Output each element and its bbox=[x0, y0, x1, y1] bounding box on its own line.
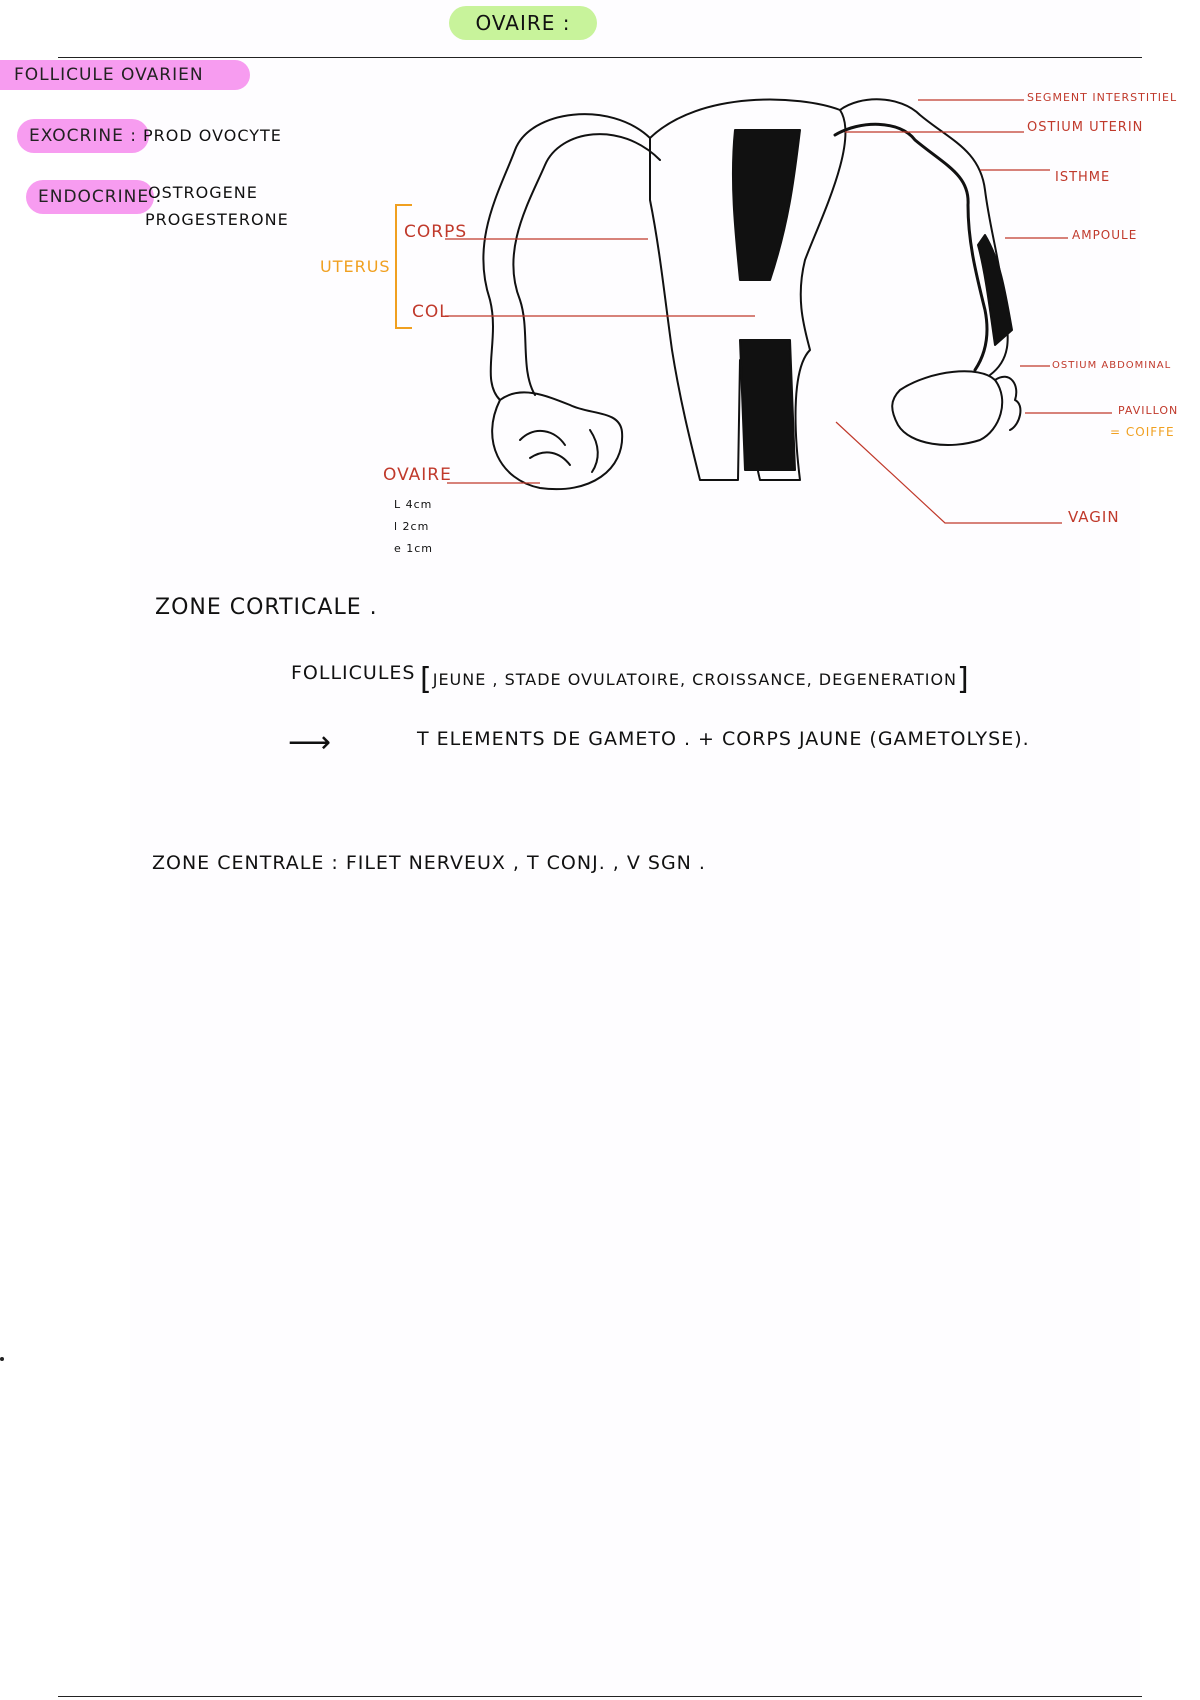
bottom-rule bbox=[58, 1696, 1142, 1697]
follicules-list-text: JEUNE , STADE OVULATOIRE, CROISSANCE, DEGENERATION bbox=[432, 670, 957, 689]
left-tube-outline bbox=[483, 114, 650, 400]
zone-corticale-heading: ZONE CORTICALE . bbox=[155, 595, 378, 620]
endocrine-note-1: OSTROGENE bbox=[148, 183, 258, 202]
follicule-pill: FOLLICULE OVARIEN bbox=[0, 60, 250, 90]
follicules-list: [JEUNE , STADE OVULATOIRE, CROISSANCE, DEGENERATION] bbox=[420, 662, 970, 697]
ostium-abdominal-label: OSTIUM ABDOMINAL bbox=[1052, 360, 1172, 371]
arrow-icon: ⟶ bbox=[288, 725, 333, 760]
ovaire-label: OVAIRE bbox=[383, 465, 452, 485]
right-ovary bbox=[892, 371, 1002, 445]
elements-text: T ELEMENTS DE GAMETO . + CORPS JAUNE (GAMETOLYSE). bbox=[417, 728, 1030, 750]
ostium-uterin-label: OSTIUM UTERIN bbox=[1027, 120, 1144, 135]
segment-label: SEGMENT INTERSTITIEL bbox=[1027, 91, 1178, 104]
zone-centrale-text: ZONE CENTRALE : FILET NERVEUX , T CONJ. , V SGN . bbox=[152, 852, 706, 874]
endocrine-note-2: PROGESTERONE bbox=[145, 210, 289, 229]
vagin-label: VAGIN bbox=[1068, 508, 1120, 526]
ovaire-dim-3: e 1cm bbox=[394, 542, 434, 555]
ampoule-label: AMPOULE bbox=[1072, 228, 1138, 242]
exocrine-pill: EXOCRINE : bbox=[17, 119, 149, 153]
exocrine-note: PROD OVOCYTE bbox=[143, 126, 282, 145]
endocrine-pill: ENDOCRINE : bbox=[26, 180, 154, 214]
ovaire-dim-1: L 4cm bbox=[394, 498, 433, 511]
corps-label: CORPS bbox=[404, 222, 468, 242]
pavillon-label: PAVILLON bbox=[1118, 404, 1179, 417]
left-ovary bbox=[492, 392, 622, 489]
col-label: COL bbox=[412, 302, 450, 322]
uterus-label: UTERUS bbox=[320, 257, 391, 276]
follicules-label: FOLLICULES bbox=[291, 662, 416, 684]
ovaire-dim-2: l 2cm bbox=[394, 520, 430, 533]
margin-mark bbox=[0, 1357, 4, 1361]
uterus-diagram bbox=[0, 0, 1200, 600]
coiffe-label: = COIFFE bbox=[1110, 425, 1175, 439]
page-title: OVAIRE : bbox=[449, 6, 597, 40]
left-tube-inner bbox=[513, 134, 660, 395]
isthme-label: ISTHME bbox=[1055, 170, 1111, 185]
